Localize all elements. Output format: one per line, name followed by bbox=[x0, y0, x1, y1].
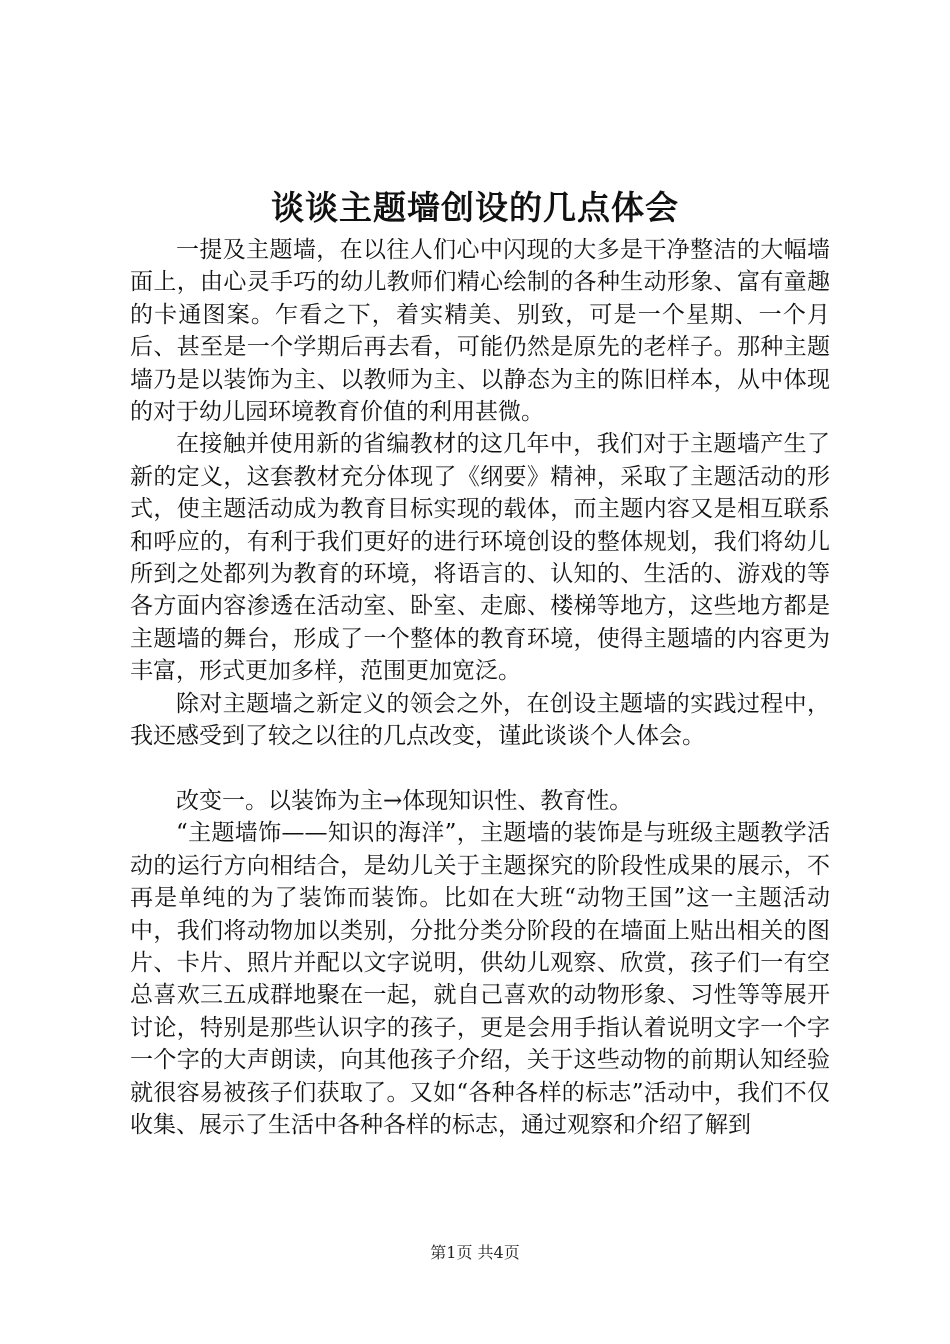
section-heading-change-one: 改变一。以装饰为主→体现知识性、教育性。 bbox=[176, 787, 633, 814]
page-title: 谈谈主题墙创设的几点体会 bbox=[271, 188, 679, 227]
document-body bbox=[130, 234, 830, 1141]
paragraph-spacer bbox=[130, 753, 830, 785]
page-footer: 第1页 共4页 bbox=[430, 1243, 520, 1262]
paragraph-change-one-body: “主题墙饰——知识的海洋”，主题墙的装饰是与班级主题教学活动的运行方向相结合，是幼儿关于主题探究的阶段性成果的展示，不再是单纯的为了装饰而装饰。比如在大班“动物王国”这一主题活动中，我们将动物加以类别，分批分类分阶段的在墙面上贴出相关的图片、卡片、照片并配以文字说明，供幼儿观察、欣赏，孩子们一有空总喜欢三五成群地聚在一起，就自己喜欢的动物形象、习性等等展开讨论，特别是那些认识字的孩子，更是会用手指认着说明文字一个字一个字的大声朗读，向其他孩子介绍，关于这些动物的前期认知经验就很容易被孩子们获取了。又如“各种各样的标志”活动中，我们不仅收集、展示了生活中各种各样的标志，通过观察和介绍了解到 bbox=[130, 820, 830, 1138]
paragraph-intro: 一提及主题墙，在以往人们心中闪现的大多是干净整洁的大幅墙面上，由心灵手巧的幼儿教师们精心绘制的各种生动形象、富有童趣的卡通图案。乍看之下，着实精美、别致，可是一个星期、一个月后、甚至是一个学期后再去看，可能仍然是原先的老样子。那种主题墙乃是以装饰为主、以教师为主、以静态为主的陈旧样本，从中体现的对于幼儿园环境教育价值的利用甚微。 bbox=[130, 237, 830, 426]
paragraph-changes-intro: 除对主题墙之新定义的领会之外，在创设主题墙的实践过程中，我还感受到了较之以往的几点改变，谨此谈谈个人体会。 bbox=[130, 690, 830, 750]
paragraph-new-definition: 在接触并使用新的省编教材的这几年中，我们对于主题墙产生了新的定义，这套教材充分体现了《纲要》精神，采取了主题活动的形式，使主题活动成为教育目标实现的载体，而主题内容又是相互联系和呼应的，有利于我们更好的进行环境创设的整体规划，我们将幼儿所到之处都列为教育的环境，将语言的、认知的、生活的、游戏的等各方面内容渗透在活动室、卧室、走廊、楼梯等地方，这些地方都是主题墙的舞台，形成了一个整体的教育环境，使得主题墙的内容更为丰富，形式更加多样，范围更加宽泛。 bbox=[130, 431, 830, 685]
